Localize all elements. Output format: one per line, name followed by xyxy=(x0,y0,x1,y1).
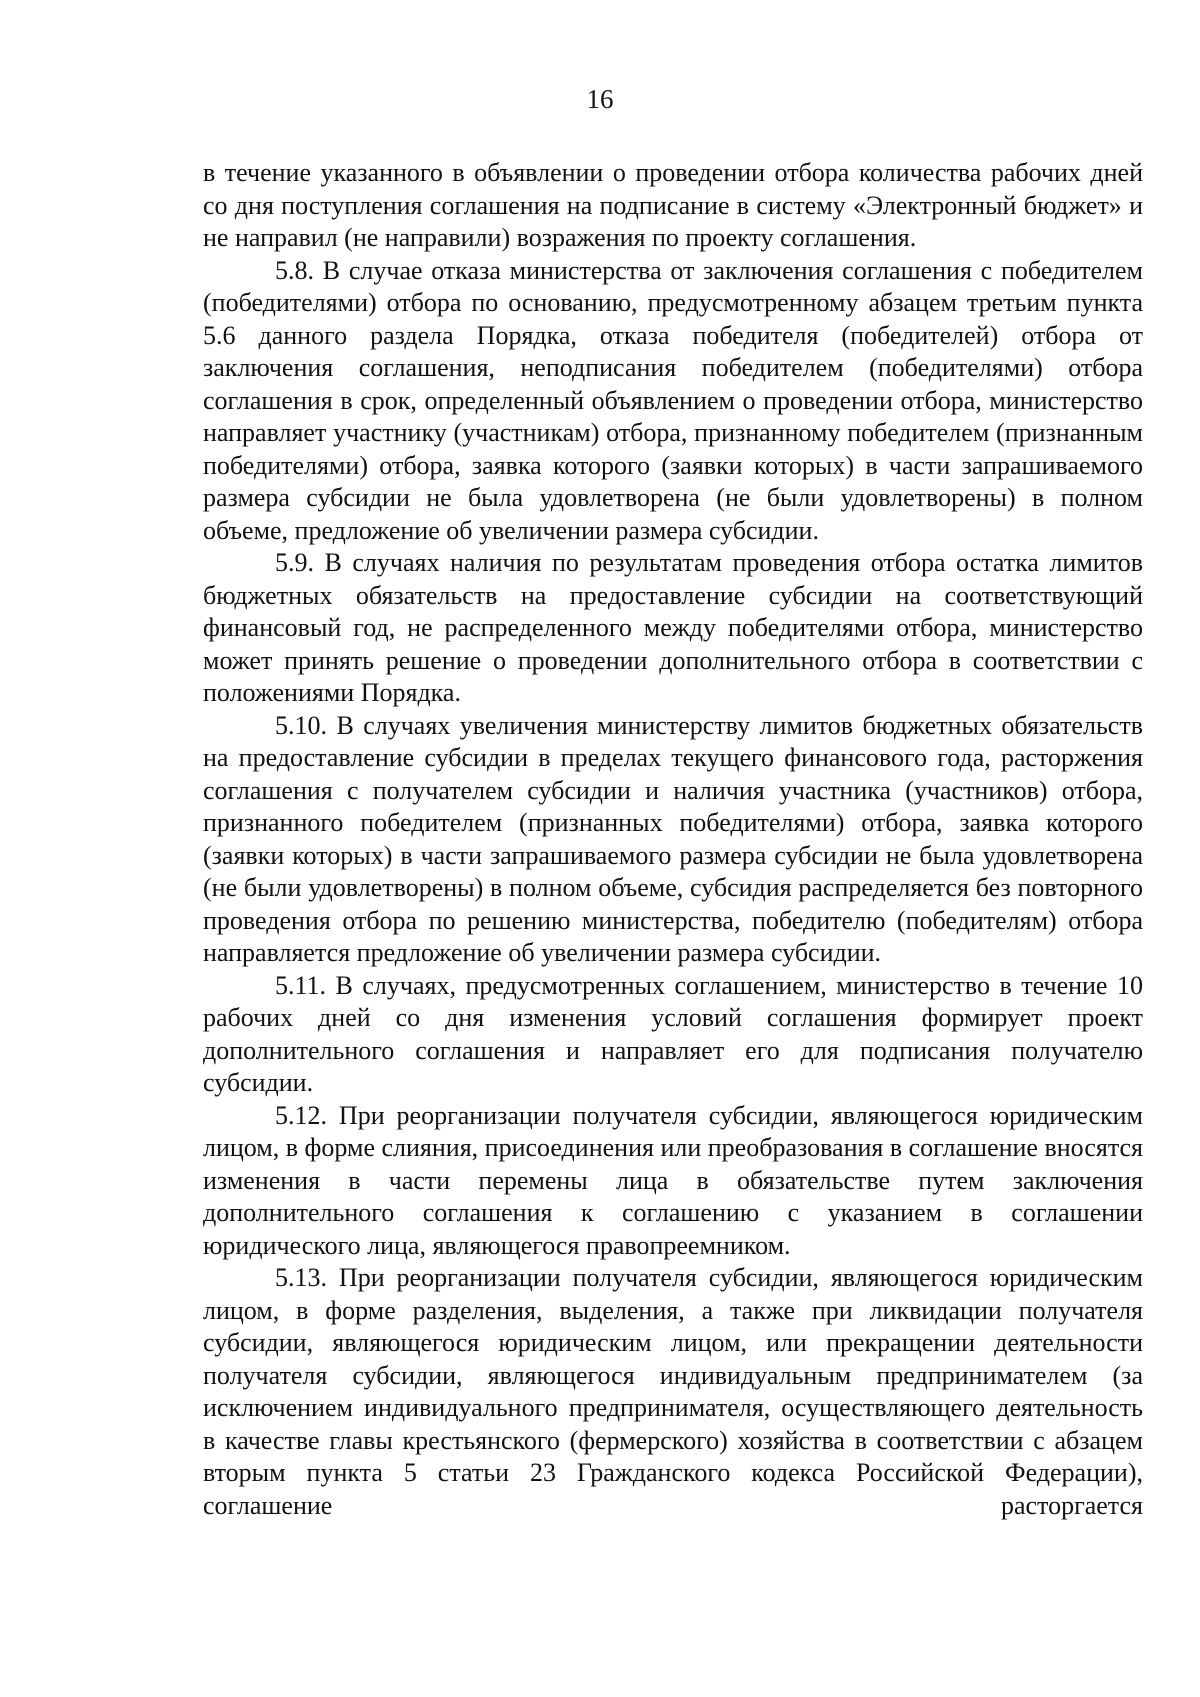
paragraph-5-9: 5.9. В случаях наличия по результатам проведения отбора остатка лимитов бюджетных обязательств на предоставление субсидии на соответствующий финансовый год, не распределенного между победителями отбора, министерство может принять решение о проведении дополнительного отбора в соответствии с положениями Порядка. xyxy=(203,548,1143,707)
paragraph-continuation: в течение указанного в объявлении о проведении отбора количества рабочих дней со дня поступления соглашения на подписание в систему «Электронный бюджет» и не направил (не направили) возражения по проекту соглашения. xyxy=(203,158,1143,252)
paragraph-5-8: 5.8. В случае отказа министерства от заключения соглашения с победителем (победителями) отбора по основанию, предусмотренному абзацем третьим пункта 5.6 данного раздела Порядка, отказа победителя (победителей) отбора от заключения соглашения, неподписания победителем (победителями) отбора соглашения в срок, определенный объявлением о проведении отбора, министерство направляет участнику (участникам) отбора, признанному победителем (признанным победителями) отбора, заявка которого (заявки которых) в части запрашиваемого размера субсидии не была удовлетворена (не были удовлетворены) в полном объеме, предложение об увеличении размера субсидии. xyxy=(203,255,1143,545)
document-body xyxy=(203,157,1143,1522)
paragraph-5-13: 5.13. При реорганизации получателя субсидии, являющегося юридическим лицом, в форме разделения, выделения, а также при ликвидации получателя субсидии, являющегося юридическим лицом, или прекращении деятельности получателя субсидии, являющегося индивидуальным предпринимателем (за исключением индивидуального предпринимателя, осуществляющего деятельность в качестве главы крестьянского (фермерского) хозяйства в соответствии с абзацем вторым пункта 5 статьи 23 Гражданского кодекса Российской Федерации), соглашение расторгается xyxy=(203,1263,1143,1520)
page-number: 16 xyxy=(586,84,614,114)
paragraph-5-10: 5.10. В случаях увеличения министерству лимитов бюджетных обязательств на предоставление субсидии в пределах текущего финансового года, расторжения соглашения с получателем субсидии и наличия участника (участников) отбора, признанного победителем (признанных победителями) отбора, заявка которого (заявки которых) в части запрашиваемого размера субсидии не была удовлетворена (не были удовлетворены) в полном объеме, субсидия распределяется без повторного проведения отбора по решению министерства, победителю (победителям) отбора направляется предложение об увеличении размера субсидии. xyxy=(203,710,1143,967)
paragraph-5-11: 5.11. В случаях, предусмотренных соглашением, министерство в течение 10 рабочих дней со дня изменения условий соглашения формирует проект дополнительного соглашения и направляет его для подписания получателю субсидии. xyxy=(203,970,1143,1097)
paragraph-5-12: 5.12. При реорганизации получателя субсидии, являющегося юридическим лицом, в форме слияния, присоединения или преобразования в соглашение вносятся изменения в части перемены лица в обязательстве путем заключения дополнительного соглашения к соглашению с указанием в соглашении юридического лица, являющегося правопреемником. xyxy=(203,1100,1143,1260)
